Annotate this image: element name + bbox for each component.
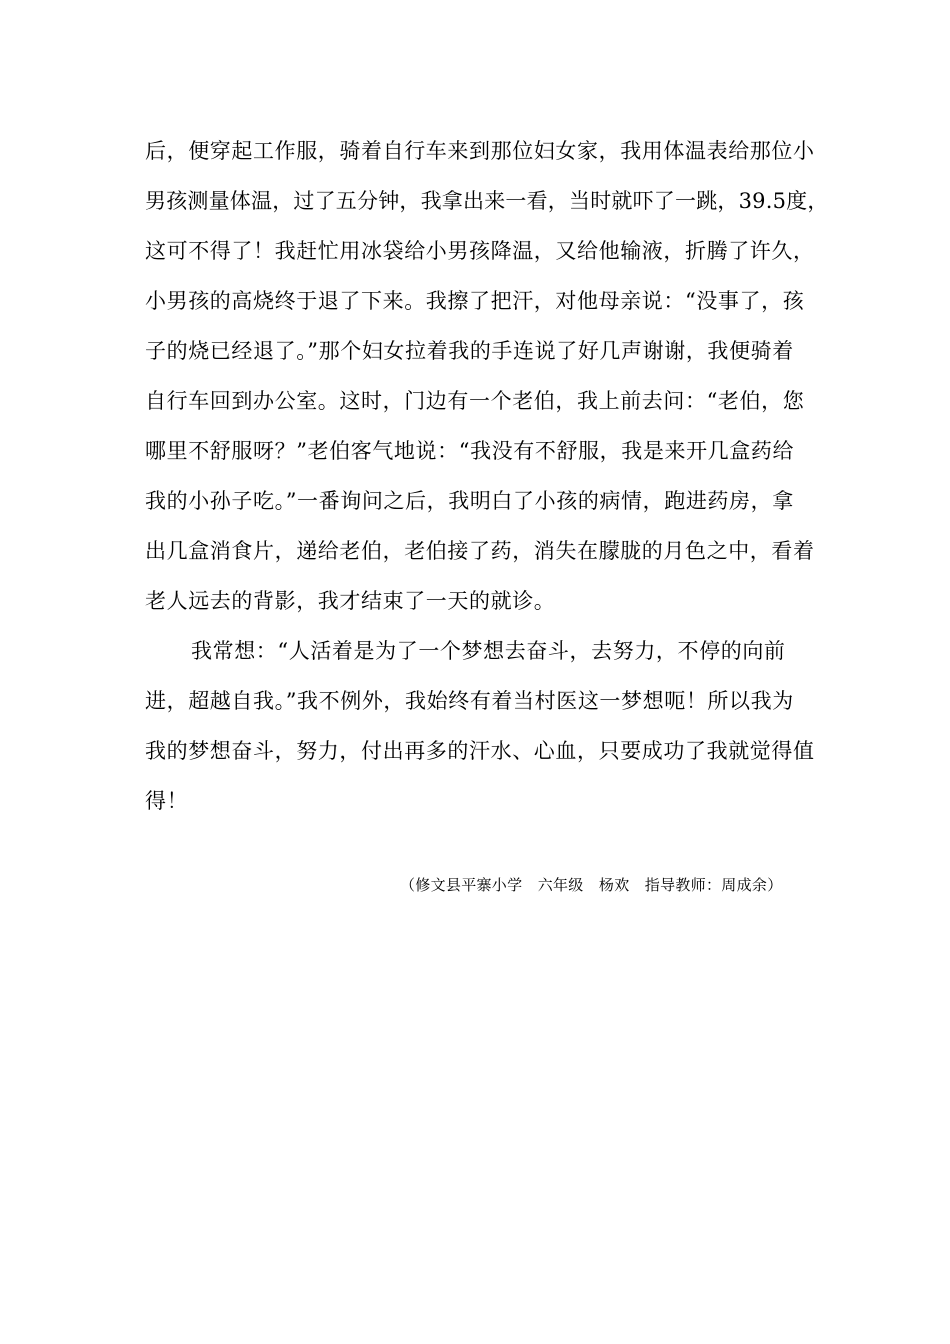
paragraph-line: 自行车回到办公室。这时，门边有一个老伯，我上前去问：“老伯，您 (145, 389, 805, 413)
paragraph-line: 出几盒消食片，递给老伯，老伯接了药，消失在朦胧的月色之中，看着 (145, 539, 815, 563)
paragraph-line: 进，超越自我。”我不例外，我始终有着当村医这一梦想呃！所以我为 (145, 689, 794, 713)
paragraph-line: 老人远去的背影，我才结束了一天的就诊。 (145, 589, 556, 613)
paragraph-2 (145, 626, 845, 826)
paragraph-line: 得！ (145, 789, 189, 813)
paragraph-line: 后，便穿起工作服，骑着自行车来到那位妇女家，我用体温表给那位小 (145, 139, 815, 163)
paragraph-line: 这可不得了！我赶忙用冰袋给小男孩降温，又给他输液，折腾了许久， (145, 239, 815, 263)
paragraph-line: 我的梦想奋斗，努力，付出再多的汗水、心血，只要成功了我就觉得值 (145, 739, 815, 763)
author-signature: （修文县平寨小学 六年级 杨欢 指导教师：周成余） (400, 876, 783, 894)
paragraph-line: 男孩测量体温，过了五分钟，我拿出来一看，当时就吓了一跳，39.5度， (145, 189, 829, 213)
paragraph-line: 我的小孙子吃。”一番询问之后，我明白了小孩的病情，跑进药房，拿 (145, 489, 794, 513)
paragraph-line: 小男孩的高烧终于退了下来。我擦了把汗，对他母亲说：“没事了，孩 (145, 289, 805, 313)
paragraph-line: 我常想：“人活着是为了一个梦想去奋斗，去努力，不停的向前 (191, 639, 786, 663)
essay-body (145, 126, 845, 826)
paragraph-1 (145, 126, 845, 626)
paragraph-line: 子的烧已经退了。”那个妇女拉着我的手连说了好几声谢谢，我便骑着 (145, 339, 794, 363)
paragraph-line: 哪里不舒服呀？”老伯客气地说：“我没有不舒服，我是来开几盒药给 (145, 439, 795, 463)
